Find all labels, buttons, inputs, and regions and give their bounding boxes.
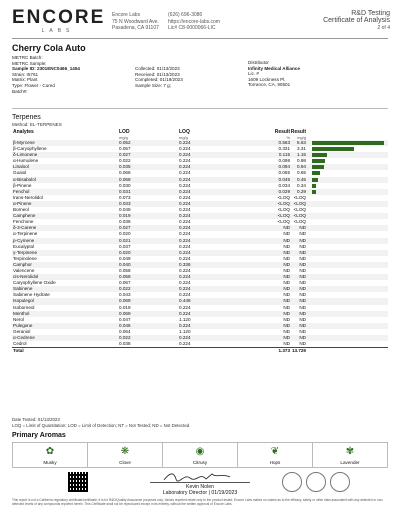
result-mg: ND: [299, 286, 306, 292]
result-mg: ND: [299, 298, 306, 304]
lod-value: 0.069: [119, 298, 131, 304]
analyte-name: γ-Terpinene: [13, 249, 38, 255]
result-bar: [312, 165, 324, 169]
analyte-name: Sabinene Hydrate: [13, 292, 50, 298]
result-bar: [312, 190, 316, 194]
loq-value: 0.224: [179, 200, 191, 206]
lod-value: 0.022: [119, 158, 131, 164]
lod-value: 0.040: [119, 261, 131, 267]
loq-value: 0.224: [179, 292, 191, 298]
loq-value: 0.224: [179, 152, 191, 158]
result-mg: 0.94: [297, 164, 306, 170]
result-percent: <LOQ: [277, 194, 290, 200]
result-mg: <LOQ: [293, 200, 306, 206]
result-mg: ND: [299, 335, 306, 340]
result-mg: <LOQ: [293, 194, 306, 200]
analyte-name: Isopulegol: [13, 298, 34, 304]
result-percent: 0.115: [278, 152, 290, 158]
analyte-name: Fenchone: [13, 219, 34, 225]
distributor-info: Distributor Infinity Medical Alliance Lic. # 1609 Lockness Pl. Torrance, CA, 90501: [248, 60, 300, 88]
analyte-name: β-Pinene: [13, 182, 32, 188]
result-mg: ND: [299, 243, 306, 249]
loq-value: 0.224: [179, 286, 191, 292]
lod-value: 0.022: [119, 286, 131, 292]
result-percent: ND: [283, 261, 290, 267]
loq-value: 0.224: [179, 194, 191, 200]
loq-value: 0.224: [179, 176, 191, 182]
loq-value: 0.224: [179, 322, 191, 328]
result-percent: ND: [283, 231, 290, 237]
result-mg: 5.63: [297, 140, 306, 145]
result-percent: ND: [283, 341, 290, 347]
result-percent: 0.094: [278, 164, 290, 170]
loq-value: 0.224: [179, 182, 191, 188]
result-mg: ND: [299, 280, 306, 286]
lod-value: 0.043: [119, 292, 131, 298]
lod-value: 0.073: [119, 194, 131, 200]
lod-value: 0.047: [119, 316, 131, 322]
lod-value: 0.031: [119, 188, 131, 194]
analyte-name: Pulegone: [13, 322, 33, 328]
lab-contact: (626) 696-3086 https://encore-labs.com Lic# C8-0000066-LIC: [168, 12, 220, 31]
lod-value: 0.019: [119, 304, 131, 310]
analyte-name: β-Caryophyllene: [13, 146, 47, 152]
result-mg: ND: [299, 304, 306, 310]
result-percent: ND: [283, 255, 290, 261]
result-mg: ND: [299, 237, 306, 243]
aromas-panel: [12, 442, 388, 468]
encore-labs-logo: [12, 8, 104, 34]
loq-value: 0.448: [179, 298, 191, 304]
loq-value: 0.224: [179, 304, 191, 310]
result-mg: <LOQ: [293, 207, 306, 213]
table-body: [12, 140, 388, 347]
result-percent: 0.045: [278, 176, 290, 182]
loq-value: 0.336: [179, 261, 191, 267]
abbreviation-legend: LOQ = Limit of Quantitation; LOD = Limit of Detection; NT = Not Tested; ND = Not Detected.: [12, 423, 191, 428]
table-header: Analytes LOD LOQ Result Result: [13, 129, 306, 135]
loq-value: 0.224: [179, 243, 191, 249]
lod-value: 0.033: [119, 200, 131, 206]
loq-value: 0.224: [179, 280, 191, 286]
accreditation-seal-icon: [282, 472, 302, 492]
result-mg: ND: [299, 341, 306, 347]
loq-value: 0.224: [179, 146, 191, 152]
loq-value: 0.224: [179, 274, 191, 280]
loq-value: 0.224: [179, 164, 191, 170]
analyte-name: Terpinolene: [13, 255, 37, 261]
logo-word: ENCORE: [12, 7, 106, 28]
lod-value: 0.020: [119, 249, 131, 255]
analyte-name: Guaiol: [13, 170, 27, 176]
report-header: [0, 0, 400, 40]
signatory-role: Laboratory Director | 01/19/2023: [162, 490, 238, 496]
result-percent: 0.098: [278, 158, 290, 164]
musk-icon: ✿: [45, 446, 55, 457]
date-tested: Date Tested: 01/13/2023: [12, 417, 60, 422]
result-mg: ND: [299, 267, 306, 273]
aroma-musky: ✿ Musky: [13, 443, 88, 467]
result-mg: ND: [299, 231, 306, 237]
loq-value: 0.224: [179, 237, 191, 243]
sample-divider: [12, 108, 388, 109]
analyte-name: trans-Nerolidol: [13, 194, 43, 200]
result-percent: <LOQ: [277, 200, 290, 206]
doc-title: R&D Testing: [351, 10, 390, 17]
loq-value: 0.224: [179, 255, 191, 261]
lod-value: 0.022: [119, 335, 131, 340]
sample-dates: Collected: 01/13/2023 Received: 01/13/2023 Completed: 01/19/2023 Sample Size: 7 g;: [135, 66, 183, 88]
result-percent: ND: [283, 304, 290, 310]
lod-value: 0.038: [119, 341, 131, 347]
lod-value: 0.067: [119, 280, 131, 286]
lod-value: 0.049: [119, 207, 131, 213]
result-percent: <LOQ: [277, 213, 290, 219]
lod-value: 0.030: [119, 182, 131, 188]
terpenes-table: [12, 129, 388, 353]
result-percent: ND: [283, 328, 290, 334]
loq-value: 0.224: [179, 170, 191, 176]
loq-value: 1.120: [179, 316, 191, 322]
lod-value: 0.035: [119, 164, 131, 170]
result-bar: [312, 171, 320, 175]
loq-value: 0.224: [179, 267, 191, 273]
terpenes-method: Method: EL-TERPENES: [12, 122, 62, 127]
loq-value: 0.224: [179, 310, 191, 316]
loq-value: 0.224: [179, 249, 191, 255]
result-percent: 0.331: [278, 146, 290, 152]
clove-icon: ❋: [120, 446, 130, 457]
lod-value: 0.046: [119, 322, 131, 328]
aroma-citrusy: ◉ Citrusy: [163, 443, 238, 467]
result-mg: ND: [299, 310, 306, 316]
result-percent: ND: [283, 243, 290, 249]
result-mg: ND: [299, 225, 306, 231]
table-units: mg/g mg/g % mg/g: [119, 135, 306, 140]
result-percent: <LOQ: [277, 219, 290, 225]
analyte-name: α-Cedrene: [13, 335, 35, 340]
analyte-name: Camphor: [13, 261, 32, 267]
result-mg: 3.31: [297, 146, 306, 152]
result-mg: <LOQ: [293, 213, 306, 219]
lod-value: 0.058: [119, 274, 131, 280]
result-mg: 0.98: [297, 158, 306, 164]
result-percent: 0.563: [278, 140, 290, 145]
lod-value: 0.027: [119, 152, 131, 158]
result-bar: [312, 159, 325, 163]
lod-value: 0.021: [119, 237, 131, 243]
analyte-name: Borneol: [13, 207, 29, 213]
result-mg: ND: [299, 249, 306, 255]
analyte-name: cis-Nerolidol: [13, 274, 39, 280]
qr-code[interactable]: [68, 472, 88, 492]
lab-address: Encore Labs 75 N Woodward Ave. Pasadena, CA 91107: [112, 12, 159, 31]
hops-icon: ❦: [270, 446, 280, 457]
aromas-title: Primary Aromas: [12, 432, 66, 439]
lod-value: 0.027: [119, 225, 131, 231]
loq-value: 0.224: [179, 231, 191, 237]
doc-subtitle: Certificate of Analysis: [323, 17, 390, 24]
loq-value: 0.224: [179, 140, 191, 145]
lod-value: 0.066: [119, 170, 131, 176]
analyte-name: Caryophyllene Oxide: [13, 280, 56, 286]
analyte-name: Isoborneol: [13, 304, 35, 310]
analyte-name: δ-3-Carene: [13, 225, 37, 231]
disclaimer: This report is not a California regulatory certificate/certificate; it is for R&D/Quality Assurance purposes only. Values reported relate only to the product tested. Encore Labs makes no claims as to the efficacy, safety or other risks associated with any detected or non-detected levels of any compounds reported herein. This Certificate shall not be reproduced except in its entirety, without the written approval of Encore Labs.: [12, 498, 384, 506]
result-percent: ND: [283, 225, 290, 231]
result-percent: ND: [283, 292, 290, 298]
lod-value: 0.058: [119, 267, 131, 273]
result-bar: [312, 147, 354, 151]
analyte-name: β-Myrcene: [13, 140, 35, 145]
lod-value: 0.064: [119, 328, 131, 334]
result-bar: [312, 153, 327, 157]
result-percent: ND: [283, 310, 290, 316]
lod-value: 0.036: [119, 219, 131, 225]
result-mg: ND: [299, 316, 306, 322]
result-percent: 0.034: [278, 182, 290, 188]
result-percent: ND: [283, 298, 290, 304]
page-number: 2 of 4: [377, 25, 390, 31]
lod-value: 0.069: [119, 310, 131, 316]
analyte-name: Linalool: [13, 164, 29, 170]
analyte-name: Camphene: [13, 213, 36, 219]
analyte-name: α-Humulene: [13, 158, 39, 164]
result-percent: ND: [283, 335, 290, 340]
analyte-name: p-Cymene: [13, 237, 35, 243]
analyte-name: Cedrol: [13, 341, 27, 347]
loq-value: 0.224: [179, 213, 191, 219]
analyte-name: α-Bisabolol: [13, 176, 36, 182]
result-mg: 1.15: [297, 152, 306, 158]
product-name: Cherry Cola Auto: [12, 43, 86, 53]
signature-image: [160, 470, 240, 482]
result-mg: ND: [299, 328, 306, 334]
accreditation-badges: [282, 472, 350, 492]
certification-seal-icon: [306, 472, 326, 492]
result-percent: 0.029: [278, 188, 290, 194]
signature-line: [150, 482, 250, 483]
result-bar: [312, 178, 318, 182]
lavender-icon: ✾: [345, 446, 355, 457]
lod-value: 0.049: [119, 255, 131, 261]
result-mg: 0.29: [297, 188, 306, 194]
analyte-name: Menthol: [13, 310, 30, 316]
compliance-seal-icon: [330, 472, 350, 492]
document-title-block: [323, 10, 390, 31]
lod-value: 0.020: [119, 231, 131, 237]
result-mg: ND: [299, 261, 306, 267]
result-mg: ND: [299, 255, 306, 261]
result-mg: 0.65: [297, 170, 306, 176]
lod-value: 0.037: [119, 243, 131, 249]
signatory: [120, 484, 280, 496]
result-percent: ND: [283, 249, 290, 255]
result-mg: ND: [299, 292, 306, 298]
loq-value: 1.120: [179, 328, 191, 334]
signatory-name: Kevin Nolen: [186, 484, 214, 490]
lod-value: 0.019: [119, 213, 131, 219]
result-mg: ND: [299, 274, 306, 280]
analyte-name: Fenchol: [13, 188, 30, 194]
lod-value: 0.068: [119, 176, 131, 182]
analyte-name: Eucalyptol: [13, 243, 35, 249]
result-percent: ND: [283, 274, 290, 280]
result-percent: ND: [283, 316, 290, 322]
result-percent: ND: [283, 267, 290, 273]
aroma-hops: ❦ Hops: [238, 443, 313, 467]
lod-value: 0.057: [119, 146, 131, 152]
result-mg: ND: [299, 322, 306, 328]
analyte-name: α-Terpinene: [13, 231, 38, 237]
citrus-icon: ◉: [195, 446, 205, 457]
result-bar: [312, 184, 316, 188]
table-total-row: Total 1.373 13.729: [12, 347, 388, 353]
header-divider: [12, 38, 388, 39]
loq-value: 0.224: [179, 335, 191, 340]
sample-ids: METRC Batch: METRC Sample: Sample ID: 2301ENC0466_1454 Strain: I5761 Matrix: Plant Type: Flower - Cured Batch#:: [12, 55, 80, 94]
loq-value: 0.224: [179, 219, 191, 225]
analyte-name: Sabinene: [13, 286, 33, 292]
lod-value: 0.052: [119, 140, 131, 145]
result-mg: <LOQ: [293, 219, 306, 225]
aroma-lavender: ✾ Lavender: [340, 446, 360, 465]
loq-value: 0.224: [179, 341, 191, 347]
result-percent: ND: [283, 280, 290, 286]
loq-value: 0.224: [179, 225, 191, 231]
loq-value: 0.224: [179, 158, 191, 164]
analyte-name: Nerol: [13, 316, 24, 322]
result-mg: 0.45: [297, 176, 306, 182]
analyte-name: α-Pinene: [13, 200, 32, 206]
result-percent: 0.065: [278, 170, 290, 176]
analyte-name: δ-Limonene: [13, 152, 38, 158]
analyte-name: Valencene: [13, 267, 35, 273]
analyte-name: Geraniol: [13, 328, 31, 334]
result-bar: [312, 141, 384, 145]
logo-sub: LABS: [41, 28, 75, 34]
result-percent: ND: [283, 237, 290, 243]
result-percent: <LOQ: [277, 207, 290, 213]
aroma-clove: ❋ Clove: [88, 443, 163, 467]
terpenes-title: Terpenes: [12, 114, 41, 121]
result-mg: 0.34: [297, 182, 306, 188]
result-percent: ND: [283, 322, 290, 328]
result-percent: ND: [283, 286, 290, 292]
loq-value: 0.224: [179, 188, 191, 194]
loq-value: 0.224: [179, 207, 191, 213]
